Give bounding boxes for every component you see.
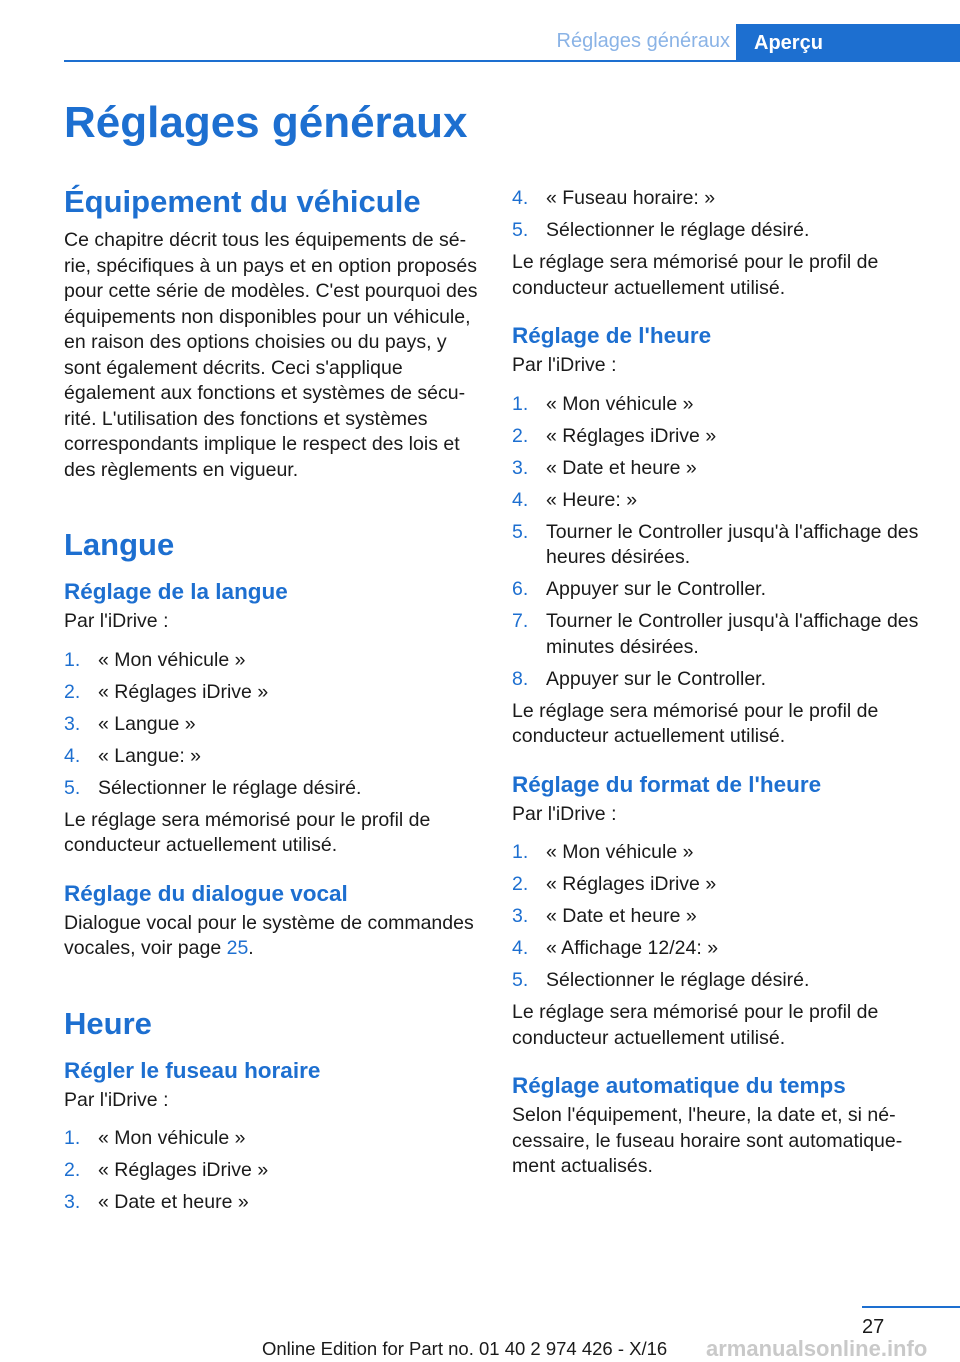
watermark: armanualsonline.info: [706, 1336, 928, 1361]
list-item: 3. « Date et heure »: [64, 1191, 249, 1213]
fuseau-steps: [64, 1126, 484, 1216]
format-steps: [512, 840, 932, 994]
list-item: 5. Sélectionner le réglage désiré.: [512, 219, 810, 241]
list-item: 3. « Date et heure »: [512, 456, 697, 479]
list-item: 1. « Mon véhicule »: [512, 392, 694, 415]
dialogue-text: Dialogue vocal pour le système de commandes vocales, voir page 25.: [64, 911, 474, 959]
list-item: 1. « Mon véhicule »: [512, 841, 694, 863]
heure-intro: Par l'iDrive :: [512, 354, 617, 376]
list-item: 4. « Heure: »: [512, 488, 638, 511]
list-item: 2. « Réglages iDrive »: [512, 424, 717, 447]
list-item: 1. « Mon véhicule »: [64, 1127, 246, 1149]
langue-heading: Langue: [64, 527, 175, 562]
list-item: 2. « Réglages iDrive »: [64, 680, 269, 703]
header-rule: [64, 60, 960, 62]
auto-heading: Réglage automatique du temps: [512, 1073, 846, 1098]
list-item: 4. « Langue: »: [64, 744, 202, 767]
list-item: 5. Sélectionner le réglage désiré.: [64, 776, 362, 799]
heure-setting-heading: Réglage de l'heure: [512, 323, 712, 348]
heure-steps: [512, 392, 932, 693]
equipment-text: Ce chapitre décrit tous les équipements de série, spécifiques à un pays et en option proposés pour cette série de modèles. C'est pourquoi des équipements non disponibles pour un véhicule, en raison des options choisies ou du pays, y sont également décrits. Ceci s'applique également aux fonctions et systèmes de sécurité. L'utilisation des fonctions et systèmes correspondants implique le respect des lois et des règlements en vigueur.: [64, 229, 478, 481]
fuseau-intro: Par l'iDrive :: [64, 1088, 169, 1111]
heure-note: Le réglage sera mémorisé pour le profil de conducteur actuellement utilisé.: [512, 699, 879, 747]
footer-rule: [862, 1306, 960, 1308]
dialogue-heading: Réglage du dialogue vocal: [64, 880, 348, 906]
page-link-25[interactable]: 25: [226, 937, 249, 959]
fuseau-heading: Régler le fuseau horaire: [64, 1057, 321, 1083]
format-heading: Réglage du format de l'heure: [512, 771, 822, 797]
langue-steps: [64, 648, 484, 802]
fuseau-steps-continued: [512, 186, 932, 244]
list-item: 6. Appuyer sur le Controller.: [512, 578, 767, 600]
langue-subheading: Réglage de la langue: [64, 579, 288, 604]
langue-note: Le réglage sera mémorisé pour le profil de conducteur actuellement utilisé.: [64, 808, 431, 856]
format-intro: Par l'iDrive :: [512, 802, 617, 825]
auto-text: Selon l'équipement, l'heure, la date et, si nécessaire, le fuseau horaire sont automatiquement actualisés.: [512, 1104, 903, 1177]
header-tab-apercu[interactable]: Aperçu: [736, 24, 960, 62]
header-section-title: Réglages généraux: [556, 30, 730, 52]
left-column: [64, 182, 484, 1222]
list-item: 3. « Langue »: [64, 712, 196, 735]
list-item: 2. « Réglages iDrive »: [64, 1159, 269, 1181]
fuseau-note: Le réglage sera mémorisé pour le profil de conducteur actuellement utilisé.: [512, 251, 879, 299]
list-item: 5. Sélectionner le réglage désiré.: [512, 969, 810, 991]
list-item: 8. Appuyer sur le Controller.: [512, 667, 767, 690]
list-item: 3. « Date et heure »: [512, 905, 697, 927]
edition-text: Online Edition for Part no. 01 40 2 974 426 - X/16: [262, 1338, 668, 1359]
list-item: 5. Tourner le Controller jusqu'à l'affichage des heures désirées.: [512, 520, 919, 568]
list-item: 1. « Mon véhicule »: [64, 648, 246, 671]
format-note: Le réglage sera mémorisé pour le profil de conducteur actuellement utilisé.: [512, 1001, 879, 1049]
right-column: [512, 186, 932, 1180]
page-title: Réglages généraux: [64, 98, 468, 147]
heure-heading: Heure: [64, 1005, 152, 1041]
page-number: 27: [862, 1316, 885, 1338]
list-item: 7. Tourner le Controller jusqu'à l'affichage des minutes désirées.: [512, 610, 919, 658]
list-item: 4. « Fuseau horaire: »: [512, 187, 716, 209]
equipment-heading: Équipement du véhicule: [64, 184, 421, 219]
langue-intro: Par l'iDrive :: [64, 610, 169, 632]
list-item: 2. « Réglages iDrive »: [512, 873, 717, 895]
list-item: 4. « Affichage 12/24: »: [512, 937, 719, 959]
